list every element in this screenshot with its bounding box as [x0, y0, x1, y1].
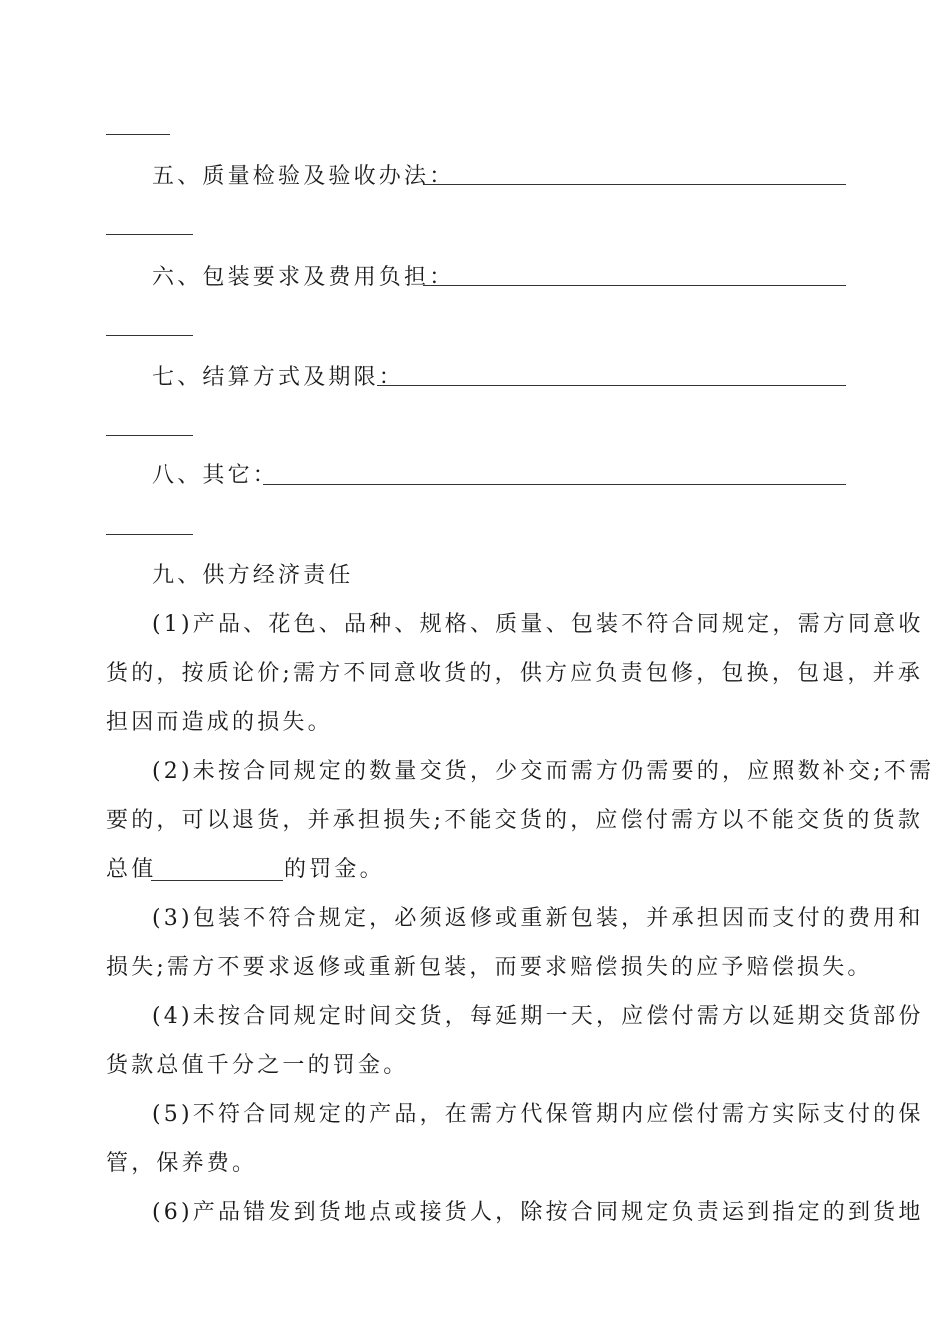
clause-5-blank-continuation [106, 234, 193, 235]
clause-9-heading: 九、供方经济责任 [152, 563, 354, 588]
item-6-line-1: (6)产品错发到货地点或接货人，除按合同规定负责运到指定的到货地 [152, 1200, 924, 1225]
clause-8-blank [263, 484, 846, 485]
clause-7-blank [377, 385, 846, 386]
item-2-line-2: 要的，可以退货，并承担损失;不能交货的，应偿付需方以不能交货的货款 [106, 808, 924, 833]
item-3-line-2: 损失;需方不要求返修或重新包装，而要求赔偿损失的应予赔偿损失。 [106, 955, 873, 980]
item-5-line-1: (5)不符合同规定的产品，在需方代保管期内应偿付需方实际支付的保 [152, 1102, 924, 1127]
item-1-line-1: (1)产品、花色、品种、规格、质量、包装不符合同规定，需方同意收 [152, 612, 924, 637]
item-1-line-2: 货的，按质论价;需方不同意收货的，供方应负责包修，包换，包退，并承 [106, 661, 924, 686]
item-4-line-1: (4)未按合同规定时间交货，每延期一天，应偿付需方以延期交货部份 [152, 1004, 924, 1029]
item-2-line-3-end: 的罚金。 [284, 857, 385, 882]
clause-6-blank-continuation [106, 335, 193, 336]
item-5-line-2: 管，保养费。 [106, 1151, 258, 1176]
penalty-rate-blank [151, 880, 283, 881]
item-3-line-1: (3)包装不符合规定，必须返修或重新包装，并承担因而支付的费用和 [152, 906, 924, 931]
clause-6-label: 六、包装要求及费用负担： [152, 265, 455, 290]
item-1-line-3: 担因而造成的损失。 [106, 710, 333, 735]
clause-5-label: 五、质量检验及验收办法： [152, 164, 455, 189]
clause-6-blank [423, 285, 846, 286]
clause-5-blank [423, 184, 846, 185]
item-4-line-2: 货款总值千分之一的罚金。 [106, 1053, 409, 1078]
blank-line-continuation [106, 134, 170, 135]
clause-8-blank-continuation [106, 534, 193, 535]
clause-8-label: 八、其它： [152, 463, 279, 488]
clause-7-blank-continuation [106, 435, 193, 436]
item-2-line-1: (2)未按合同规定的数量交货，少交而需方仍需要的，应照数补交;不需 [152, 759, 935, 784]
clause-7-label: 七、结算方式及期限： [152, 365, 405, 390]
item-2-line-3-start: 总值 [106, 857, 157, 882]
